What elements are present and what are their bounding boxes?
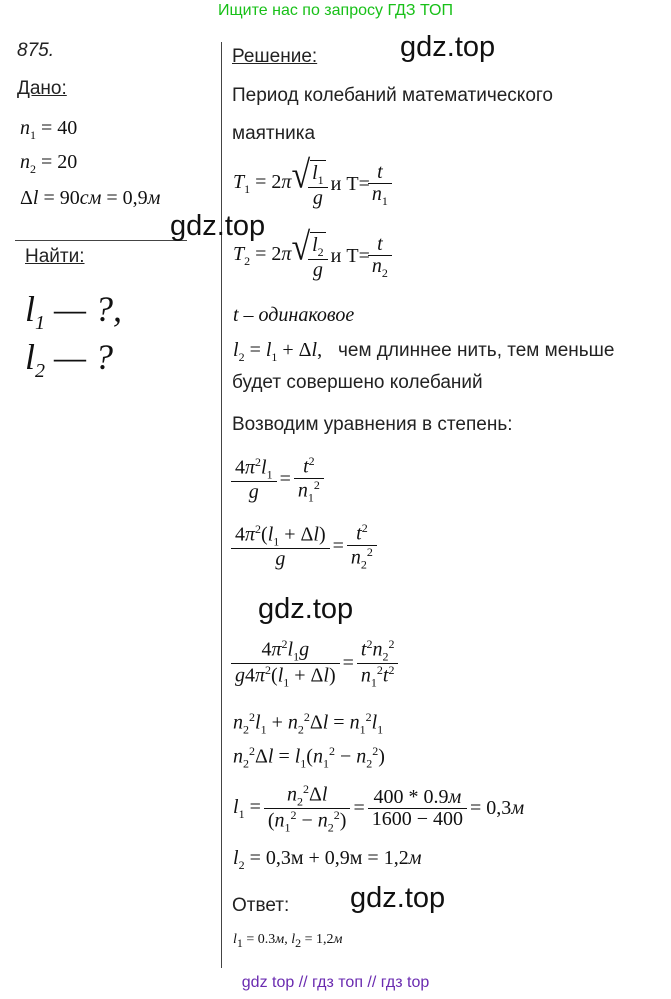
watermark: gdz.top: [350, 882, 446, 914]
equation-squared-1: $\frac{4\pi^2l_1}{g}$ = $\frac{t^2}{n_1^2}$: [233, 455, 322, 504]
equation-factor: $n_2^2\Delta l = l_1(n_1^2 - n_2^2)$: [233, 744, 385, 771]
t-same: t – одинаковое: [233, 304, 355, 326]
formula-t1: $T_1 = 2\pi$ √ $\frac{l_1}{g}$ и T= $\frac{t}{n_1}$: [233, 160, 390, 209]
given-divider: [15, 240, 187, 241]
given-n2: $n_2 = 20$: [20, 151, 78, 176]
equation-l2-value: $l_2 = 0,3м + 0,9м = 1,2м$: [233, 847, 422, 872]
answer-text: $l_1 = 0.3м$, $l_2 = 1,2м$: [233, 932, 343, 950]
given-n1: $n_1 = 40$: [20, 117, 78, 142]
l2-relation: $l_2 = l_1 + \Delta l$,: [233, 339, 323, 364]
given-delta-l: Δl = 90см = 0,9м: [20, 187, 161, 209]
longer-line2: будет совершено колебаний: [232, 372, 483, 393]
power-heading: Возводим уравнения в степень:: [232, 414, 513, 435]
equation-l1-value: $l_1$ = $\frac{n_2^2\Delta l}{(n_1^2 - n_2^2)}$ = $\frac{400 * 0.9м}{1600 - 400}$ = 0,3м: [233, 782, 525, 835]
find-l1: $l_1$ — ?,: [25, 289, 123, 335]
answer-label: Ответ:: [232, 895, 290, 916]
solution-intro-line2: маятника: [232, 123, 316, 144]
column-divider: [221, 42, 222, 968]
footer-links[interactable]: gdz top // гдз топ // гдз top: [241, 974, 430, 991]
equation-squared-2: $\frac{4\pi^2(l_1 + \Delta l)}{g}$ = $\frac{t^2}{n_2^2}$: [233, 522, 375, 571]
watermark: gdz.top: [400, 31, 496, 63]
find-title: Найти:: [25, 246, 85, 267]
equation-expand: $n_2^2l_1 + n_2^2\Delta l = n_1^2l_1$: [233, 710, 384, 737]
given-title: Дано:: [17, 78, 67, 99]
watermark: gdz.top: [170, 210, 266, 242]
longer-line1: чем длиннее нить, тем меньше: [338, 340, 615, 361]
watermark: gdz.top: [258, 593, 354, 625]
solution-title: Решение:: [232, 46, 318, 67]
promo-banner[interactable]: Ищите нас по запросу ГДЗ ТОП: [218, 2, 453, 19]
equation-ratio: $\frac{4\pi^2l_1g}{g4\pi^2(l_1 + \Delta l)}$ = $\frac{t^2n_2^2}{n_1^2t^2}$: [233, 638, 396, 690]
problem-number: 875.: [17, 40, 54, 61]
solution-intro-line1: Период колебаний математического: [232, 85, 553, 106]
formula-t2: $T_2 = 2\pi$ √ $\frac{l_2}{g}$ и T= $\frac{t}{n_2}$: [233, 232, 390, 281]
find-l2: $l_2$ — ?: [25, 337, 114, 383]
